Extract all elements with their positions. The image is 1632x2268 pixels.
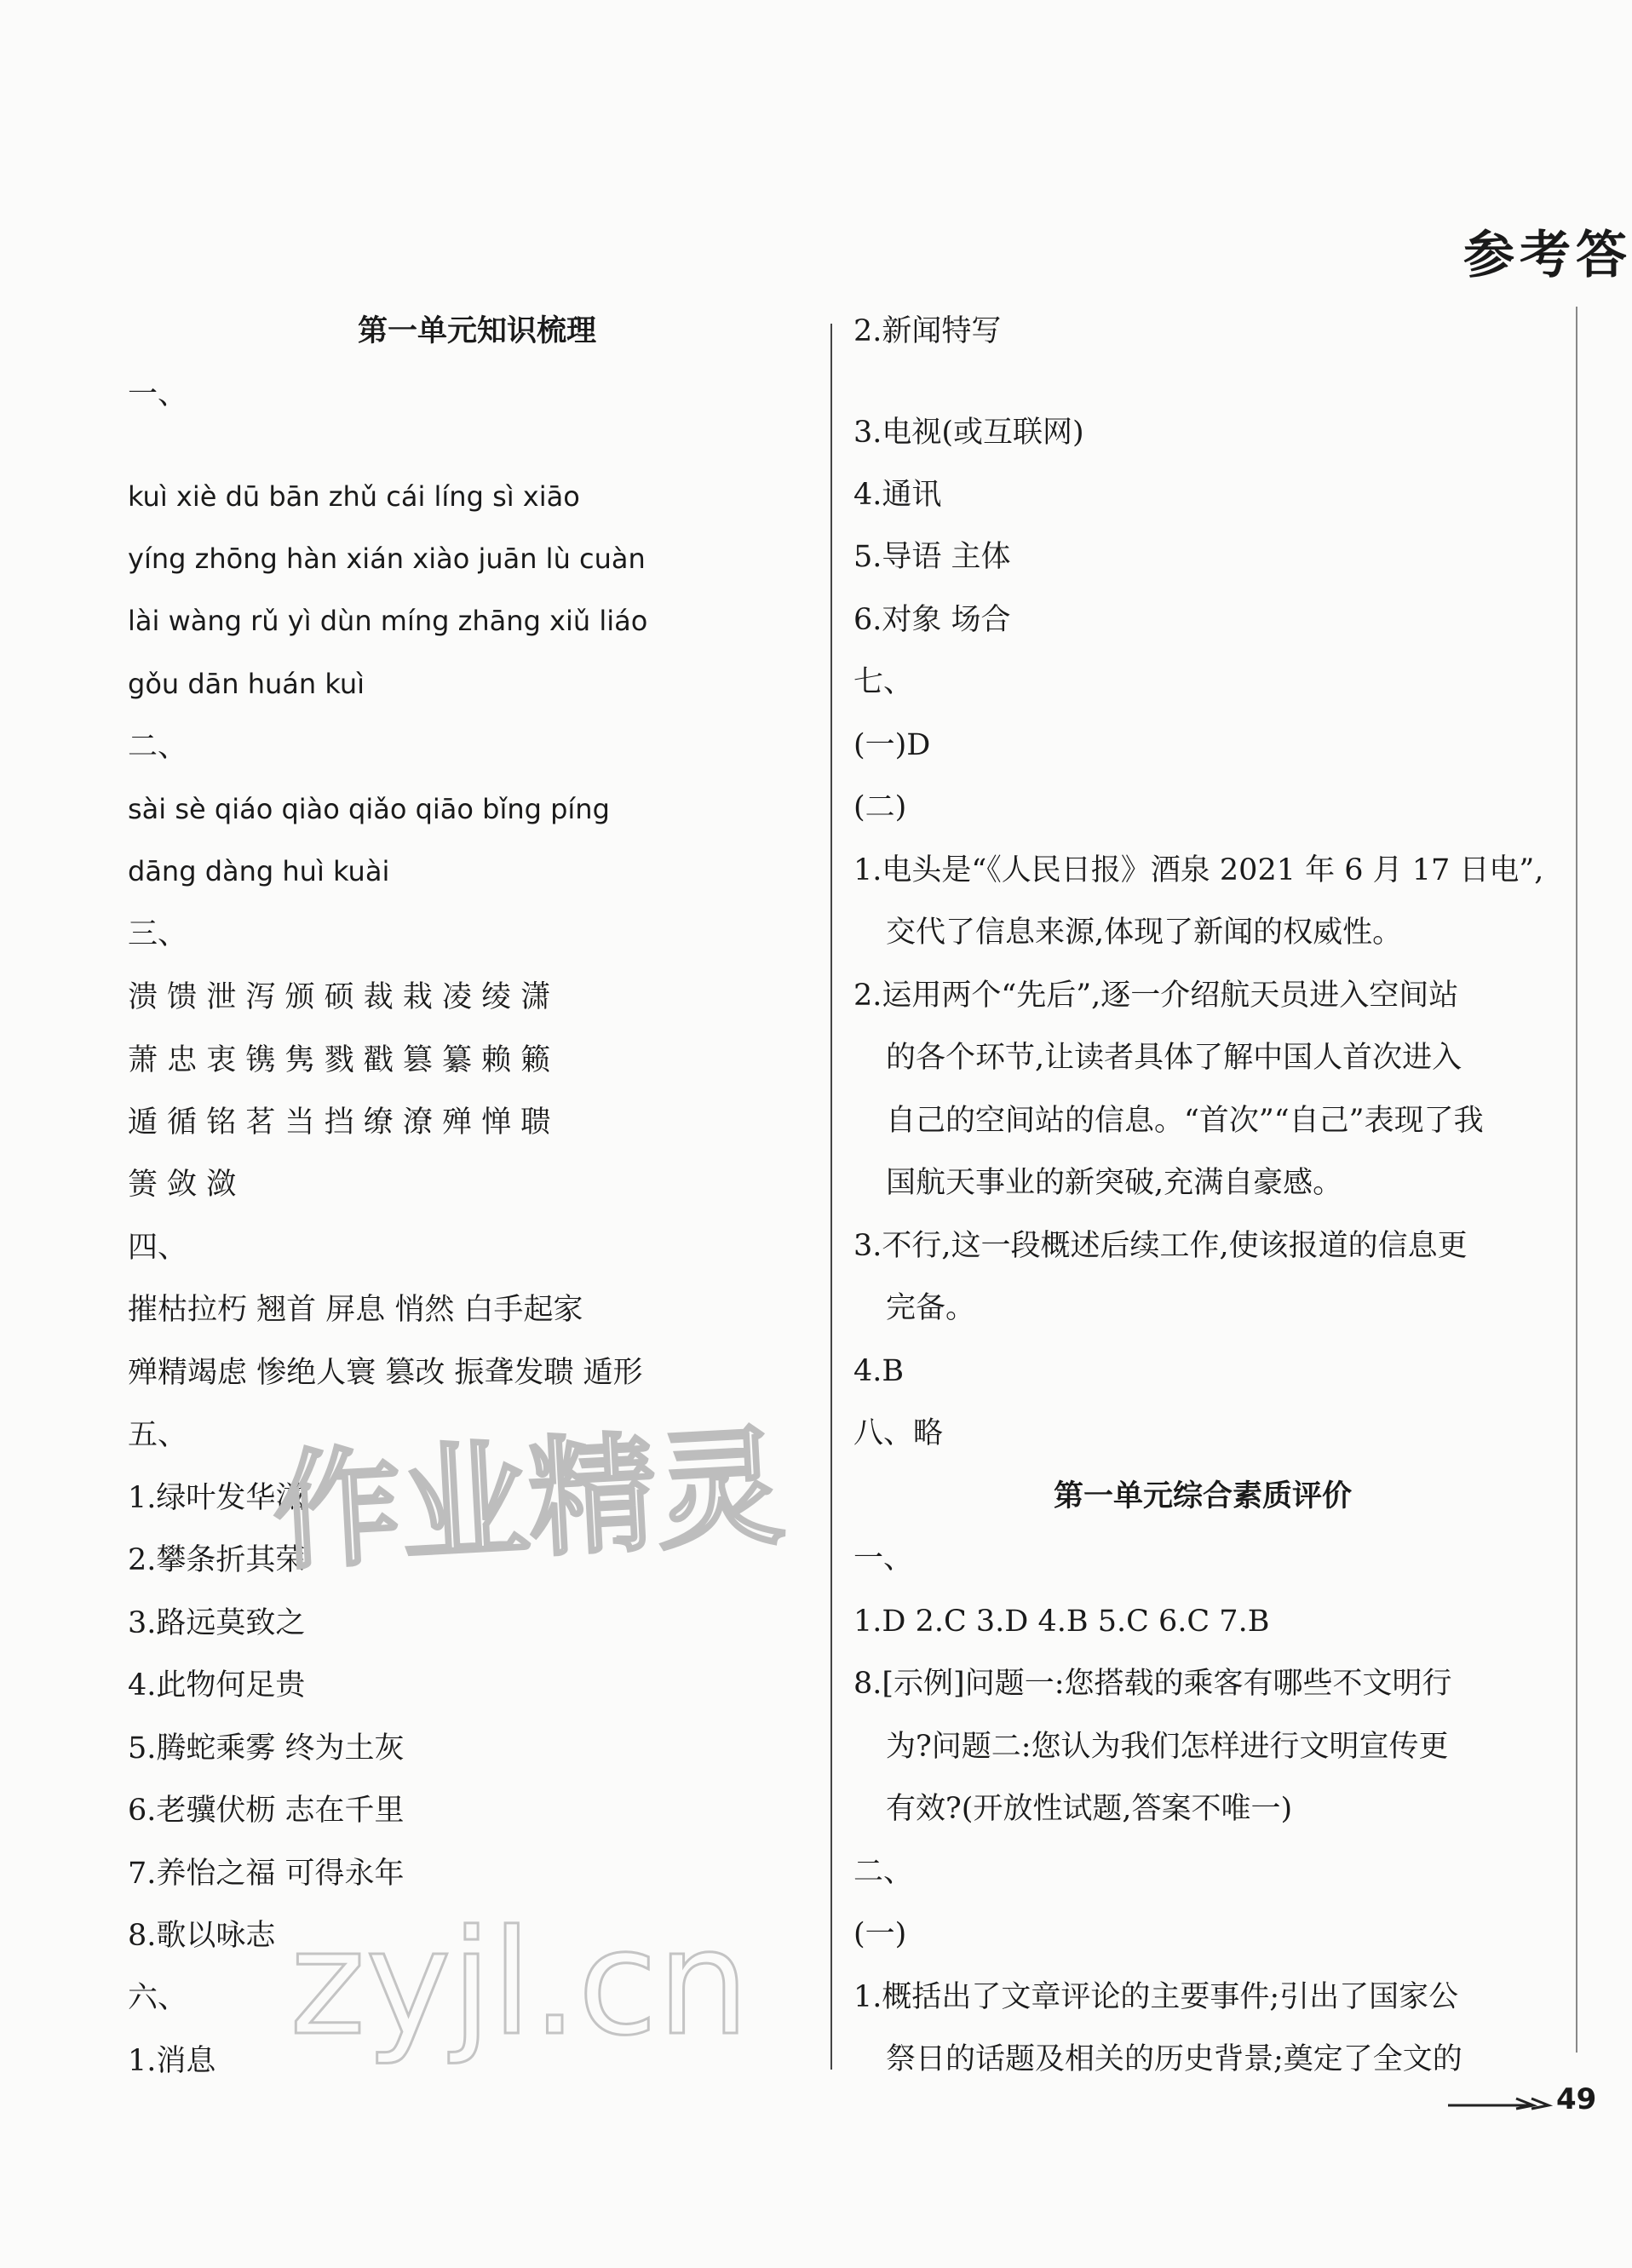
pinyin-line: yíng zhōng hàn xián xiào juān lù cuàn <box>128 543 646 575</box>
idiom-line: 摧枯拉朽 翘首 屏息 悄然 白手起家 <box>128 1293 583 1327</box>
character-line: 遁 循 铭 茗 当 挡 缭 潦 殚 惮 聩 <box>128 1105 551 1140</box>
answer-line: 4.B <box>853 1354 905 1388</box>
poem-answer-line: 1.绿叶发华滋 <box>128 1481 306 1515</box>
poem-answer-line: 6.老骥伏枥 志在千里 <box>128 1794 405 1828</box>
poem-answer-line: 3.路远莫致之 <box>128 1606 306 1640</box>
answer-line: 祭日的话题及相关的历史背景;奠定了全文的 <box>886 2042 1462 2076</box>
answer-line: 三、 <box>128 917 188 951</box>
page-number: 49 <box>1556 2082 1597 2116</box>
answer-line: 五、 <box>128 1418 188 1452</box>
answer-line: 四、 <box>128 1231 188 1265</box>
answer-line: 完备。 <box>886 1291 976 1325</box>
answer-line: 为?问题二:您认为我们怎样进行文明宣传更 <box>886 1730 1449 1764</box>
section-heading-unit1-evaluation: 第一单元综合素质评价 <box>1053 1479 1352 1513</box>
answer-line: 交代了信息来源,体现了新闻的权威性。 <box>886 916 1403 950</box>
character-line: 溃 馈 泄 泻 颁 硕 裁 栽 凌 绫 潇 <box>128 980 551 1014</box>
poem-answer-line: 4.此物何足贵 <box>128 1668 306 1702</box>
answer-line: 2.新闻特写 <box>853 314 1002 348</box>
pinyin-line: sài sè qiáo qiào qiǎo qiāo bǐng píng <box>128 793 610 825</box>
answer-key-title: 参考答 <box>1463 226 1632 285</box>
answer-line: 3.不行,这一段概述后续工作,使该报道的信息更 <box>853 1229 1468 1263</box>
answer-line: 1.D 2.C 3.D 4.B 5.C 6.C 7.B <box>853 1605 1270 1639</box>
watermark-logo: 作业精灵 <box>269 1413 788 1588</box>
answer-line: 二、 <box>128 730 188 764</box>
poem-answer-line: 2.攀条折其荣 <box>128 1543 306 1577</box>
page-arrow-icon <box>1448 2097 1550 2110</box>
watermark-site: zyjl.cn <box>290 1899 750 2068</box>
answer-line: 6.对象 场合 <box>853 603 1011 637</box>
answer-line: 六、 <box>128 1981 188 2015</box>
answer-line: (一)D <box>853 728 931 762</box>
character-line: 箦 敛 潋 <box>128 1168 237 1202</box>
answer-line: (二) <box>853 790 907 824</box>
answer-line: 8.[示例]问题一:您搭载的乘客有哪些不文明行 <box>853 1667 1452 1701</box>
answer-line: 自己的空间站的信息。“首次”“自己”表现了我 <box>886 1104 1484 1138</box>
answer-line: 一、 <box>853 1542 914 1576</box>
page-edge-line <box>1576 307 1577 2053</box>
answer-line: (一) <box>853 1917 907 1951</box>
pinyin-line: kuì xiè dū bān zhǔ cái líng sì xiāo <box>128 480 580 513</box>
pinyin-line: dāng dàng huì kuài <box>128 855 390 887</box>
answer-line: 二、 <box>853 1855 914 1889</box>
answer-line: 4.通讯 <box>853 478 942 512</box>
character-line: 萧 忠 衷 镌 隽 戮 戳 篡 纂 赖 籁 <box>128 1043 551 1077</box>
poem-answer-line: 5.腾蛇乘雾 终为土灰 <box>128 1731 405 1766</box>
poem-answer-line: 7.养怡之福 可得永年 <box>128 1857 405 1891</box>
pinyin-line: gǒu dān huán kuì <box>128 668 365 700</box>
answer-line: 5.导语 主体 <box>853 540 1011 574</box>
answer-line: 国航天事业的新突破,充满自豪感。 <box>886 1166 1343 1200</box>
answer-line: 的各个环节,让读者具体了解中国人首次进入 <box>886 1041 1462 1075</box>
answer-line: 1.概括出了文章评论的主要事件;引出了国家公 <box>853 1980 1459 2014</box>
column-divider <box>830 324 832 2070</box>
answer-line: 1.电头是“《人民日报》酒泉 2021 年 6 月 17 日电”, <box>853 853 1544 887</box>
section-heading-unit1-review: 第一单元知识梳理 <box>357 314 596 348</box>
answer-line: 有效?(开放性试题,答案不唯一) <box>886 1792 1293 1826</box>
answer-line: 一、 <box>128 377 188 411</box>
answer-line: 1.消息 <box>128 2044 216 2078</box>
poem-answer-line: 8.歌以咏志 <box>128 1919 276 1953</box>
pinyin-line: lài wàng rǔ yì dùn míng zhāng xiǔ liáo <box>128 605 648 637</box>
idiom-line: 殚精竭虑 惨绝人寰 篡改 振聋发聩 遁形 <box>128 1356 643 1390</box>
answer-line: 七、 <box>853 665 914 699</box>
answer-line: 八、略 <box>853 1416 944 1450</box>
answer-line: 3.电视(或互联网) <box>853 416 1084 450</box>
answer-line: 2.运用两个“先后”,逐一介绍航天员进入空间站 <box>853 979 1459 1013</box>
